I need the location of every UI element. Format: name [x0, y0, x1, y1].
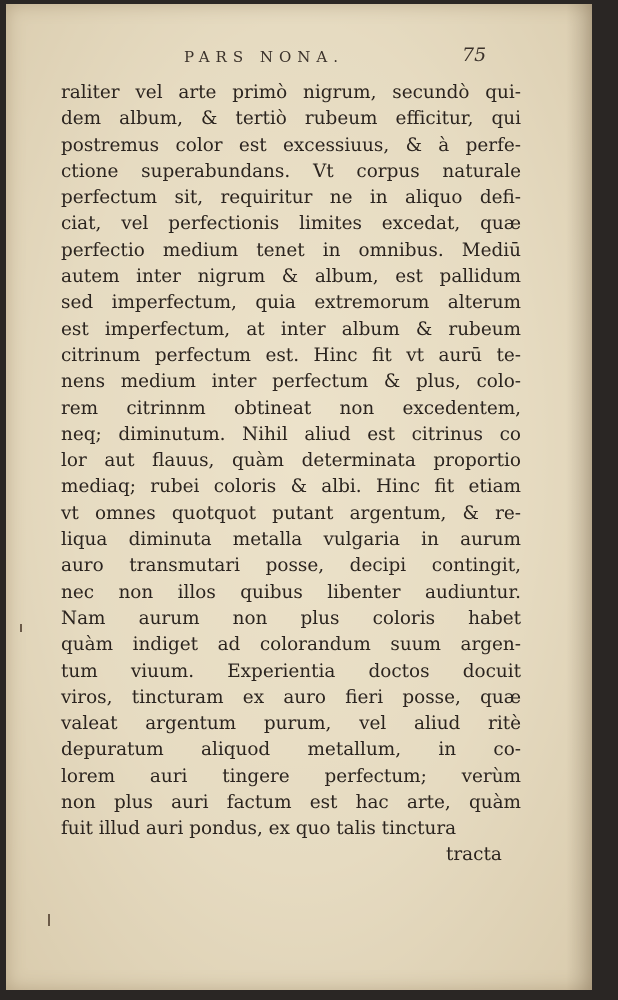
text-line: sed imperfectum, quia extremorum alterum	[61, 292, 521, 314]
text-line: liqua diminuta metalla vulgaria in aurum	[61, 529, 521, 551]
text-line: auro transmutari posse, decipi contingit,	[61, 555, 521, 577]
catchword: tracta	[446, 844, 502, 865]
text-line: perfectum sit, requiritur ne in aliquo defi-	[61, 187, 521, 209]
text-line: ciat, vel perfectionis limites excedat, quæ	[61, 213, 521, 235]
text-line: ctione superabundans. Vt corpus naturale	[61, 160, 521, 182]
text-line: tum viuum. Experientia doctos docuit	[61, 660, 521, 682]
text-line: depuratum aliquod metallum, in co-	[61, 739, 521, 761]
text-line: mediaq; rubei coloris & albi. Hinc fit etiam	[61, 476, 521, 498]
body-text	[61, 80, 521, 843]
text-line: rem citrinnm obtineat non excedentem,	[61, 397, 521, 419]
text-line: viros, tincturam ex auro fieri posse, quæ	[61, 686, 521, 708]
text-line: neq; diminutum. Nihil aliud est citrinus co	[61, 423, 521, 445]
text-line: nec non illos quibus libenter audiuntur.	[61, 581, 521, 603]
text-line: Nam aurum non plus coloris habet	[61, 607, 521, 629]
text-line: non plus auri factum est hac arte, quàm	[61, 792, 521, 814]
text-line: lor aut flauus, quàm determinata proportio	[61, 450, 521, 472]
margin-mark	[20, 624, 22, 632]
text-line: perfectio medium tenet in omnibus. Mediū	[61, 239, 521, 261]
text-line: autem inter nigrum & album, est pallidum	[61, 266, 521, 288]
text-line: nens medium inter perfectum & plus, colo-	[61, 371, 521, 393]
text-line: quàm indiget ad colorandum suum argen-	[61, 634, 521, 656]
running-title: PARS NONA.	[184, 48, 345, 66]
text-line: fuit illud auri pondus, ex quo talis tinctura	[61, 818, 457, 840]
page-number: 75	[462, 44, 487, 66]
text-line: raliter vel arte primò nigrum, secundò qui-	[61, 82, 521, 103]
text-line: lorem auri tingere perfectum; verùm	[61, 765, 521, 787]
text-line: vt omnes quotquot putant argentum, & re-	[61, 502, 521, 524]
page-edge-shadow	[566, 4, 592, 990]
text-line: dem album, & tertiò rubeum efficitur, qui	[61, 108, 521, 130]
book-page	[6, 4, 592, 990]
margin-mark	[48, 914, 50, 926]
text-line: valeat argentum purum, vel aliud ritè	[61, 713, 521, 735]
running-head	[6, 44, 592, 72]
text-line: citrinum perfectum est. Hinc fit vt aurū te-	[61, 344, 521, 366]
text-line: est imperfectum, at inter album & rubeum	[61, 318, 521, 340]
text-line: postremus color est excessiuus, & à perfe-	[61, 134, 521, 156]
